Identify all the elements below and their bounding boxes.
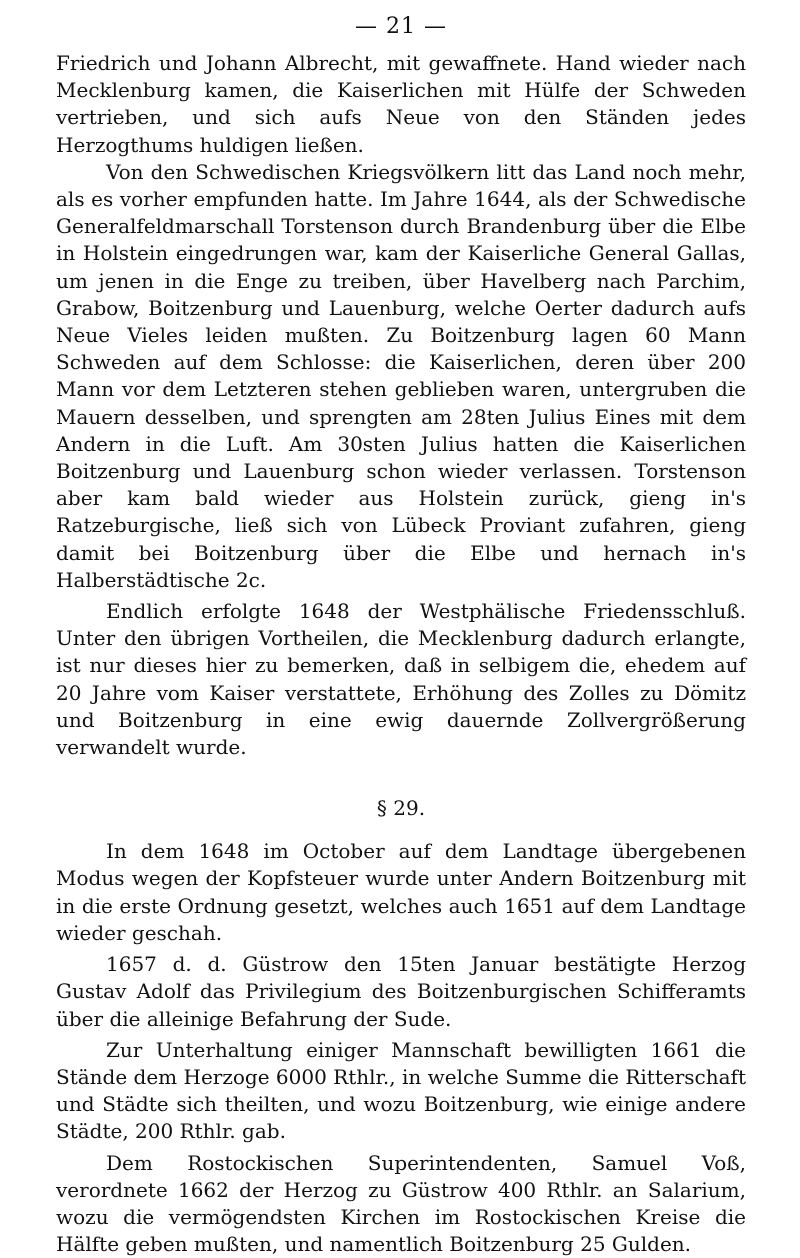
paragraph-continuation: Friedrich und Johann Albrecht, mit gewaffnete. Hand wieder nach Mecklenburg kamen, die Kaiserlichen mit Hülfe der Schweden vertrieben, und sich aufs Neue von den Ständen jedes Herzogthums huldigen ließen. bbox=[56, 51, 746, 157]
page-number: — 21 — bbox=[355, 14, 447, 39]
paragraph-shipping-privilege: 1657 d. d. Güstrow den 15ten Januar bestätigte Herzog Gustav Adolf das Privilegium des Boitzenburgischen Schifferamts über die alleinige Befahrung der Sude. bbox=[56, 952, 746, 1031]
paragraph-westphalian-peace: Endlich erfolgte 1648 der Westphälische Friedensschluß. Unter den übrigen Vortheilen, die Mecklenburg dadurch erlangte, ist nur dieses hier zu bemerken, daß in selbigem die, ehedem auf 20 Jahre vom Kaiser verstattete, Erhöhung des Zolles zu Dömitz und Boitzenburg in eine ewig dauernde Zollvergrößerung verwandelt wurde. bbox=[56, 599, 746, 760]
section-heading: § 29. bbox=[376, 796, 426, 821]
paragraph-troop-funding: Zur Unterhaltung einiger Mannschaft bewilligten 1661 die Stände dem Herzoge 6000 Rthlr., in welche Summe die Ritterschaft und Städte sich theilten, und wozu Boitzenburg, wie einige andere Städte, 200 Rthlr. gab. bbox=[56, 1037, 746, 1144]
paragraph-superintendent-salary: Dem Rostockischen Superintendenten, Samuel Voß, verordnete 1662 der Herzog zu Güstrow 400 Rthlr. an Salarium, wozu die vermögendsten Kirchen im Rostockischen Kreise die Hälfte geben mußten, und namentlich Boitzenburg 25 Gulden. bbox=[56, 1150, 746, 1257]
paragraph-poll-tax: In dem 1648 im October auf dem Landtage übergebenen Modus wegen der Kopfsteuer wurde unter Andern Boitzenburg mit in die erste Ordnung gesetzt, welches auch 1651 auf dem Landtage wieder geschah. bbox=[56, 839, 746, 945]
paragraph-swedish-troops: Von den Schwedischen Kriegsvölkern litt das Land noch mehr, als es vorher empfunden hatte. Im Jahre 1644, als der Schwedische Generalfeldmarschall Torstenson durch Brandenburg über die Elbe in Holstein eingedrungen war, kam der Kaiserliche General Gallas, um jenen in die Enge zu treiben, über Havelberg nach Parchim, Grabow, Boitzenburg und Lauenburg, welche Oerter dadurch aufs Neue Vieles leiden mußten. Zu Boitzenburg lagen 60 Mann Schweden auf dem Schlosse: die Kaiserlichen, deren über 200 Mann vor dem Letzteren stehen geblieben waren, untergruben die Mauern desselben, und sprengten am 28ten Julius Eines mit dem Andern in die Luft. Am 30sten Julius hatten die Kaiserlichen Boitzenburg und Lauenburg schon wieder verlassen. Torstenson aber kam bald wieder aus Holstein zurück, gieng in's Ratzeburgische, ließ sich von Lübeck Proviant zufahren, gieng damit bei Boitzenburg über die Elbe und hernach in's Halberstädtische 2c. bbox=[56, 159, 746, 592]
